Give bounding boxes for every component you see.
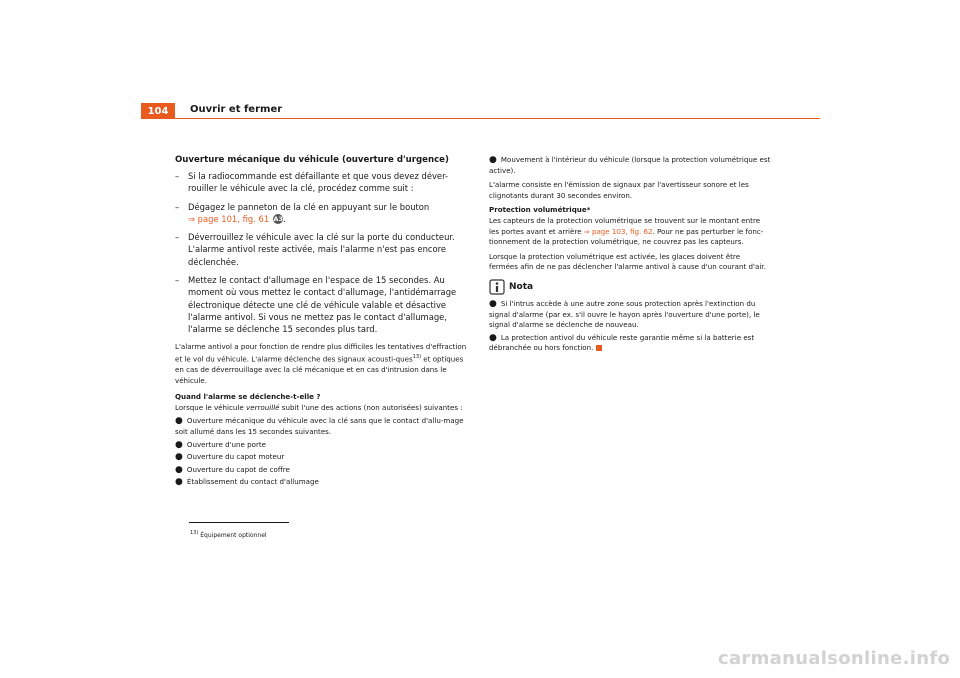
list-item-text: Ouverture du capot moteur [186, 452, 285, 462]
step-1 [175, 170, 470, 195]
section-title: Ouvrir et fermer [190, 104, 283, 115]
list-item-text: Ouverture d'une porte [186, 439, 267, 449]
footnote-text: Équipement optionnel [200, 532, 267, 539]
bullet-dot: ● [175, 452, 183, 463]
windows-paragraph: Lorsque la protection volumétrique est activée, les glaces doivent être fermées afin de ne pas déclencher l'alarme antivol à cause d'un courant d'air. [489, 251, 766, 272]
list-item [175, 416, 470, 437]
sensors-text: Les capteurs de la protection volumétrique se trouvent sur le montant entre les portes avant et arrière [489, 215, 761, 236]
list-item [489, 333, 771, 354]
bullet-dot: ● [489, 332, 497, 343]
list-item-text: La protection antivol du véhicule reste garantie même si la batterie est débranchée ou hors fonction. [489, 332, 755, 353]
step-dash: – [175, 201, 180, 212]
list-item-text: Ouverture mécanique du véhicule avec la clé sans que le contact d'allu-mage soit allumé dans les 15 secondes suivantes. [175, 416, 464, 437]
volumetric-protection-heading: Protection volumétrique* [489, 205, 591, 215]
step-2-end: . [283, 213, 286, 224]
bullet-dot: ● [175, 464, 183, 475]
footnote-number: 13) [190, 530, 199, 536]
emergency-opening-heading: Ouverture mécanique du véhicule (ouverture d'urgence) [175, 155, 449, 165]
list-item [175, 477, 470, 488]
list-item [175, 452, 470, 463]
trigger-intro-emphasis: verrouillé [246, 402, 280, 412]
note-label: Nota [509, 281, 534, 292]
alarm-purpose-text: L'alarme antivol a pour fonction de rendre plus difficiles les tentatives d'effraction et le vol du véhicule. L'alarme déclenche des signaux acousti-ques [175, 341, 467, 364]
trigger-intro [175, 403, 470, 414]
page-link-103[interactable]: ⇒ page 103, fig. 62 [583, 226, 653, 236]
alarm-purpose-paragraph [175, 342, 470, 387]
note-icon [489, 279, 505, 295]
list-item [175, 465, 470, 476]
trigger-intro-text-end: subit l'une des actions (non autorisées) suivantes : [279, 402, 463, 412]
bullet-dot: ● [175, 439, 183, 450]
list-item [175, 440, 470, 451]
step-dash: – [175, 275, 180, 286]
bullet-dot: ● [489, 298, 497, 309]
watermark: carmanualsonline.info [718, 648, 951, 669]
step-4 [175, 274, 470, 335]
step-1-text: Si la radiocommande est défaillante et que vous devez déver-rouiller le véhicule avec la clé, procédez comme suit : [188, 171, 449, 194]
page-link-101[interactable]: ⇒ page 101, fig. 61 [188, 213, 270, 224]
list-item [489, 155, 771, 176]
volumetric-sensors-paragraph [489, 216, 771, 248]
list-item-text: Ouverture du capot de coffre [186, 464, 290, 474]
step-2 [175, 201, 470, 226]
trigger-subheading: Quand l'alarme se déclenche-t-elle ? [175, 392, 321, 402]
footnote-ref: 13) [412, 354, 422, 361]
step-3-text: Déverrouillez le véhicule avec la clé sur la porte du conducteur. L'alarme antivol reste activée, mais l'alarme n'est pas encore déclenchée. [188, 232, 455, 267]
step-4-text: Mettez le contact d'allumage en l'espace de 15 secondes. Au moment où vous mettez le contact d'allumage, l'antidémarrage électronique détecte une clé de véhicule valable et désactive l'alarme antivol. Si vous ne mettez pas le contact d'allumage, l'alarme se déclenche 15 secondes plus tard. [188, 275, 457, 335]
left-column [175, 155, 470, 490]
trigger-intro-text: Lorsque le véhicule [175, 402, 247, 412]
list-item-text: Mouvement à l'intérieur du véhicule (lorsque la protection volumétrique est active). [489, 155, 771, 175]
step-3 [175, 231, 470, 268]
step-dash: – [175, 232, 180, 243]
step-2-text: Dégagez le panneton de la clé en appuyant sur le bouton [188, 201, 430, 212]
footnote [190, 530, 267, 539]
bullet-dot: ● [175, 416, 183, 427]
section-end-marker [596, 345, 602, 351]
sensors-text-end: . Pour ne pas perturber le fonc-tionnement de la protection volumétrique, ne couvrez pas les capteurs. [489, 226, 764, 247]
step-dash: – [175, 171, 180, 181]
bullet-dot: ● [175, 477, 183, 488]
footnote-divider [189, 522, 289, 523]
list-item [489, 299, 771, 331]
right-column [489, 155, 771, 356]
bullet-dot: ● [489, 155, 497, 165]
figure-callout-badge: A3 [273, 215, 283, 224]
alarm-purpose-text-end: et optiques en cas de déverrouillage avec la clé mécanique et en cas d'intrusion dans le véhicule. [175, 354, 464, 385]
alarm-signal-paragraph: L'alarme consiste en l'émission de signaux par l'avertisseur sonore et les clignotants durant 30 secondes environ. [489, 180, 749, 200]
list-item-text: Établissement du contact d'allumage [186, 477, 319, 487]
page-number-tab [141, 103, 175, 119]
header-divider [175, 118, 820, 119]
note-header [489, 279, 771, 295]
page-number: 104 [147, 105, 169, 117]
list-item-text: Si l'intrus accède à une autre zone sous protection après l'extinction du signal d'alarme (par ex. s'il ouvre le hayon après l'ouverture d'une porte), le signal d'alarme se déclenche de nouveau. [489, 298, 760, 330]
